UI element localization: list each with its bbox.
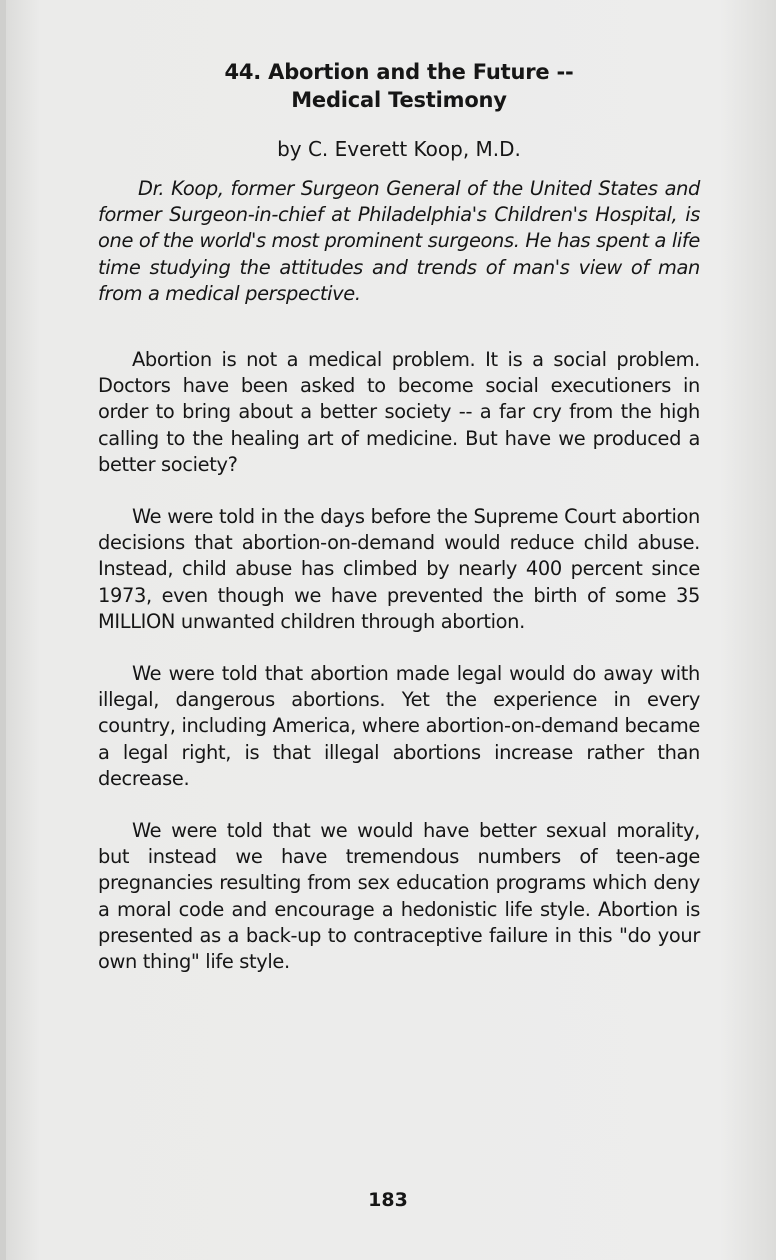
chapter-author: by C. Everett Koop, M.D. (277, 137, 521, 161)
page-edge (0, 0, 6, 1260)
page-content (98, 58, 700, 1001)
chapter-title (98, 58, 700, 114)
chapter-title-line1: 44. Abortion and the Future -- (224, 60, 574, 84)
body-paragraph-1: Abortion is not a medical problem. It is a social problem. Doctors have been asked to become social executioners in order to bring about a better society -- a far cry from the high calling to the healing art of medicine. But have we produced a better society? (98, 348, 700, 476)
body-paragraph-2: We were told in the days before the Supreme Court abortion decisions that abortion-on-demand would reduce child abuse. Instead, child abuse has climbed by nearly 400 percent since 1973, even though we have prevented the birth of some 35 MILLION unwanted children through abortion. (98, 505, 700, 633)
body-paragraph-3: We were told that abortion made legal would do away with illegal, dangerous abortions. Yet the experience in every country, including America, where abortion-on-demand became a legal right, is that illegal abortions increase rather than decrease. (98, 662, 700, 790)
author-intro: Dr. Koop, former Surgeon General of the United States and former Surgeon-in-chief at Philadelphia's Children's Hospital, is one of the world's most prominent surgeons. He has spent a life time studying the attitudes and trends of man's view of man from a medical perspective. (98, 177, 700, 305)
chapter-title-line2: Medical Testimony (291, 88, 507, 112)
body-paragraph-4: We were told that we would have better sexual morality, but instead we have tremendous numbers of teen-age pregnancies resulting from sex education programs which deny a moral code and encourage a hedonistic life style. Abortion is presented as a back-up to contraceptive failure in this "do your own thing" life style. (98, 819, 700, 974)
page-number: 183 (368, 1189, 408, 1211)
